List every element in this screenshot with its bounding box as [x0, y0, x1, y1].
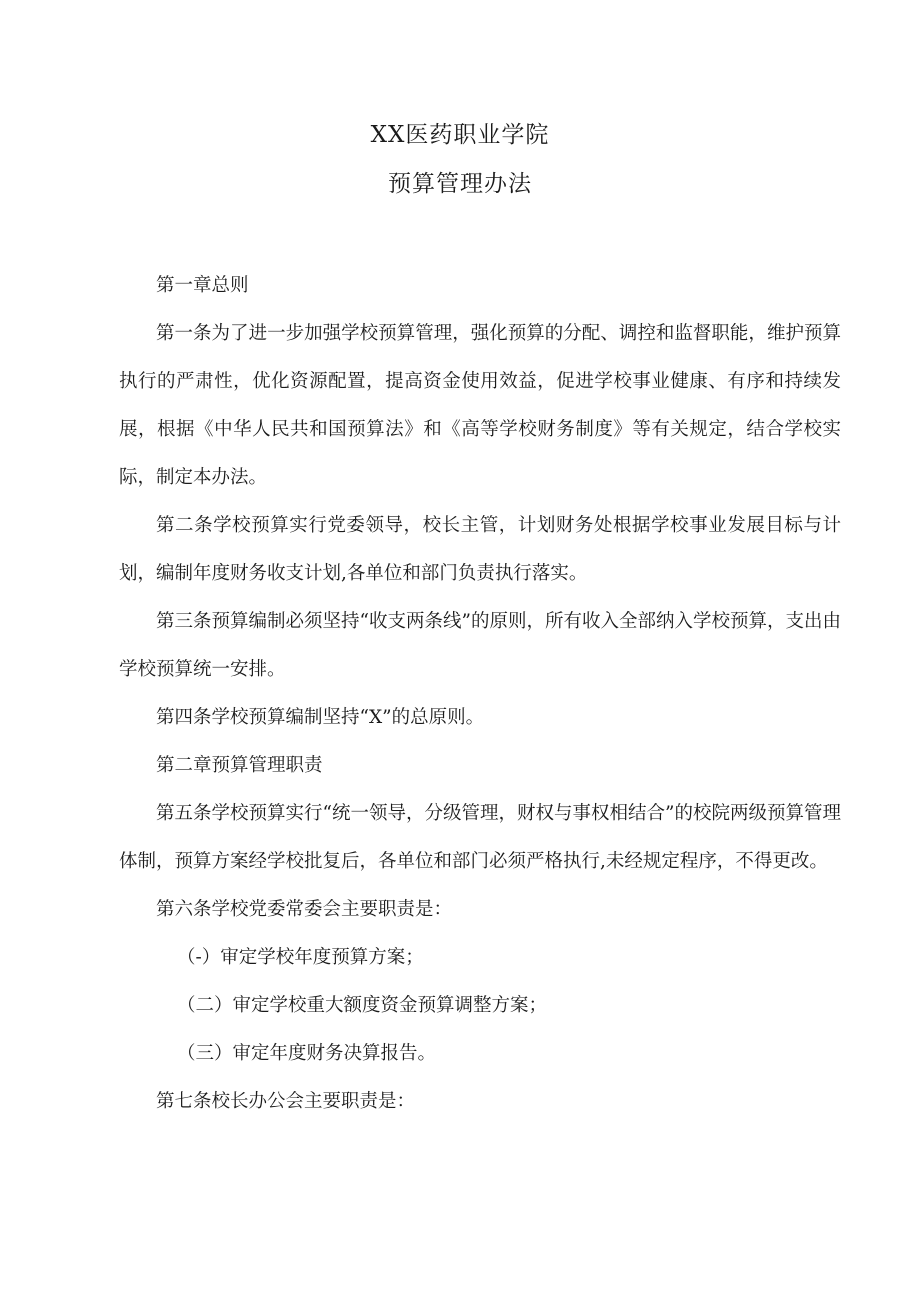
document-subtitle: 预算管理办法 — [388, 171, 532, 197]
list-item: （二）审定学校重大额度资金预算调整方案； — [177, 995, 548, 1016]
document-title: XX医药职业学院 — [370, 122, 550, 148]
article-paragraph: 第三条预算编制必须坚持“收支两条线”的原则，所有收入全部纳入学校预算，支出由学校预算统一安排。 — [119, 611, 841, 680]
article-paragraph: 第四条学校预算编制坚持“X”的总原则。 — [156, 707, 485, 728]
article-paragraph: 第五条学校预算实行“统一领导，分级管理，财权与事权相结合”的校院两级预算管理体制，预算方案经学校批复后，各单位和部门必须严格执行,未经规定程序，不得更改。 — [119, 803, 841, 872]
article-paragraph: 第二条学校预算实行党委领导，校长主管，计划财务处根据学校事业发展目标与计划，编制年度财务收支计划,各单位和部门负责执行落实。 — [119, 515, 841, 584]
chapter-heading: 第一章总则 — [156, 275, 249, 296]
chapter-heading: 第二章预算管理职责 — [156, 755, 323, 776]
list-item: （三）审定年度财务决算报告。 — [177, 1043, 437, 1064]
list-item: （-）审定学校年度预算方案； — [177, 947, 424, 968]
article-paragraph: 第一条为了进一步加强学校预算管理，强化预算的分配、调控和监督职能，维护预算执行的严肃性，优化资源配置，提高资金使用效益，促进学校事业健康、有序和持续发展，根据《中华人民共和国预算法》和《高等学校财务制度》等有关规定，结合学校实际，制定本办法。 — [119, 323, 841, 488]
article-paragraph: 第七条校长办公会主要职责是： — [156, 1091, 416, 1112]
article-paragraph: 第六条学校党委常委会主要职责是： — [156, 899, 453, 920]
document-body — [119, 262, 841, 1126]
